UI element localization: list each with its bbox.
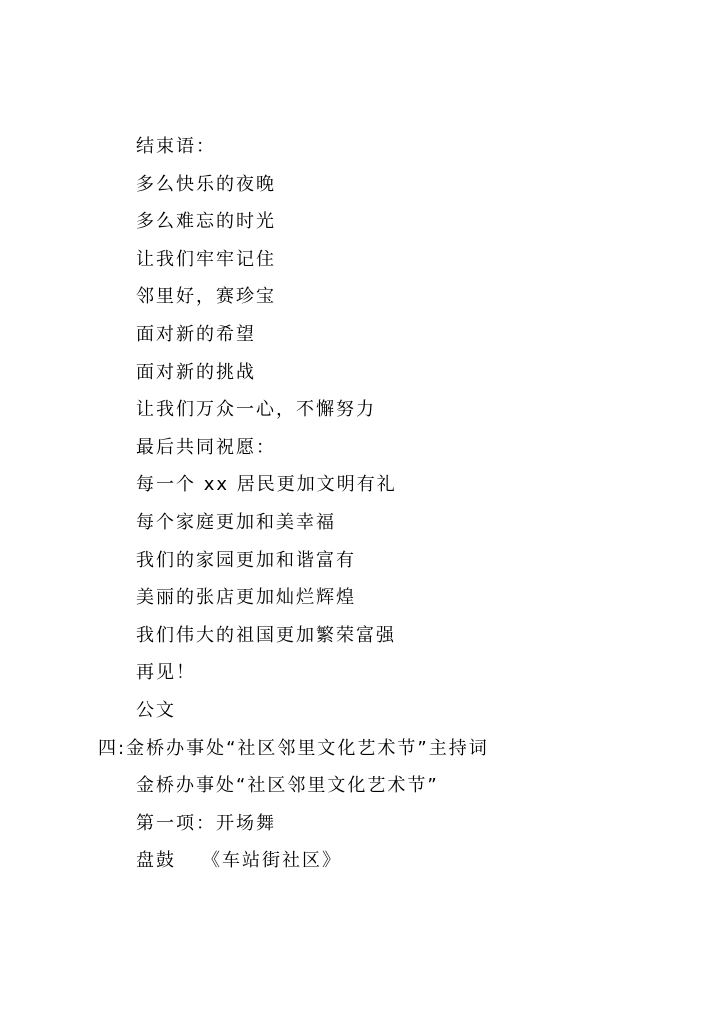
performance-name: 盘鼓 [136,850,176,872]
text-line: 最后共同祝愿： [136,436,276,458]
closing-label: 结束语： [136,136,216,157]
text-line: 邻里好，赛珍宝 [136,286,276,308]
text-line: 多么难忘的时光 [136,211,276,233]
text-line: 美丽的张店更加灿烂辉煌 [136,587,356,609]
program-entry [0,847,720,885]
text-line: 再见！ [136,662,196,684]
text-line: 每个家庭更加和美幸福 [136,511,336,533]
section-heading: 四:金桥办事处“社区邻里文化艺术节”主持词 [98,737,489,759]
program-item: 第一项：开场舞 [136,812,276,834]
text-line: 让我们万众一心，不懈努力 [136,399,376,421]
text-line: 每一个 xx 居民更加文明有礼 [136,474,397,496]
text-line: 让我们牢牢记住 [136,248,276,270]
section-subtitle: 金桥办事处“社区邻里文化艺术节” [136,775,439,797]
performer-group: 《车站街社区》 [202,850,342,872]
text-line: 公文 [136,699,176,721]
text-line: 多么快乐的夜晚 [136,173,276,195]
text-line: 面对新的希望 [136,323,256,345]
text-line: 面对新的挑战 [136,361,256,383]
document-body [0,133,720,885]
text-line: 我们的家园更加和谐富有 [136,549,356,571]
text-line: 我们伟大的祖国更加繁荣富强 [136,624,396,646]
